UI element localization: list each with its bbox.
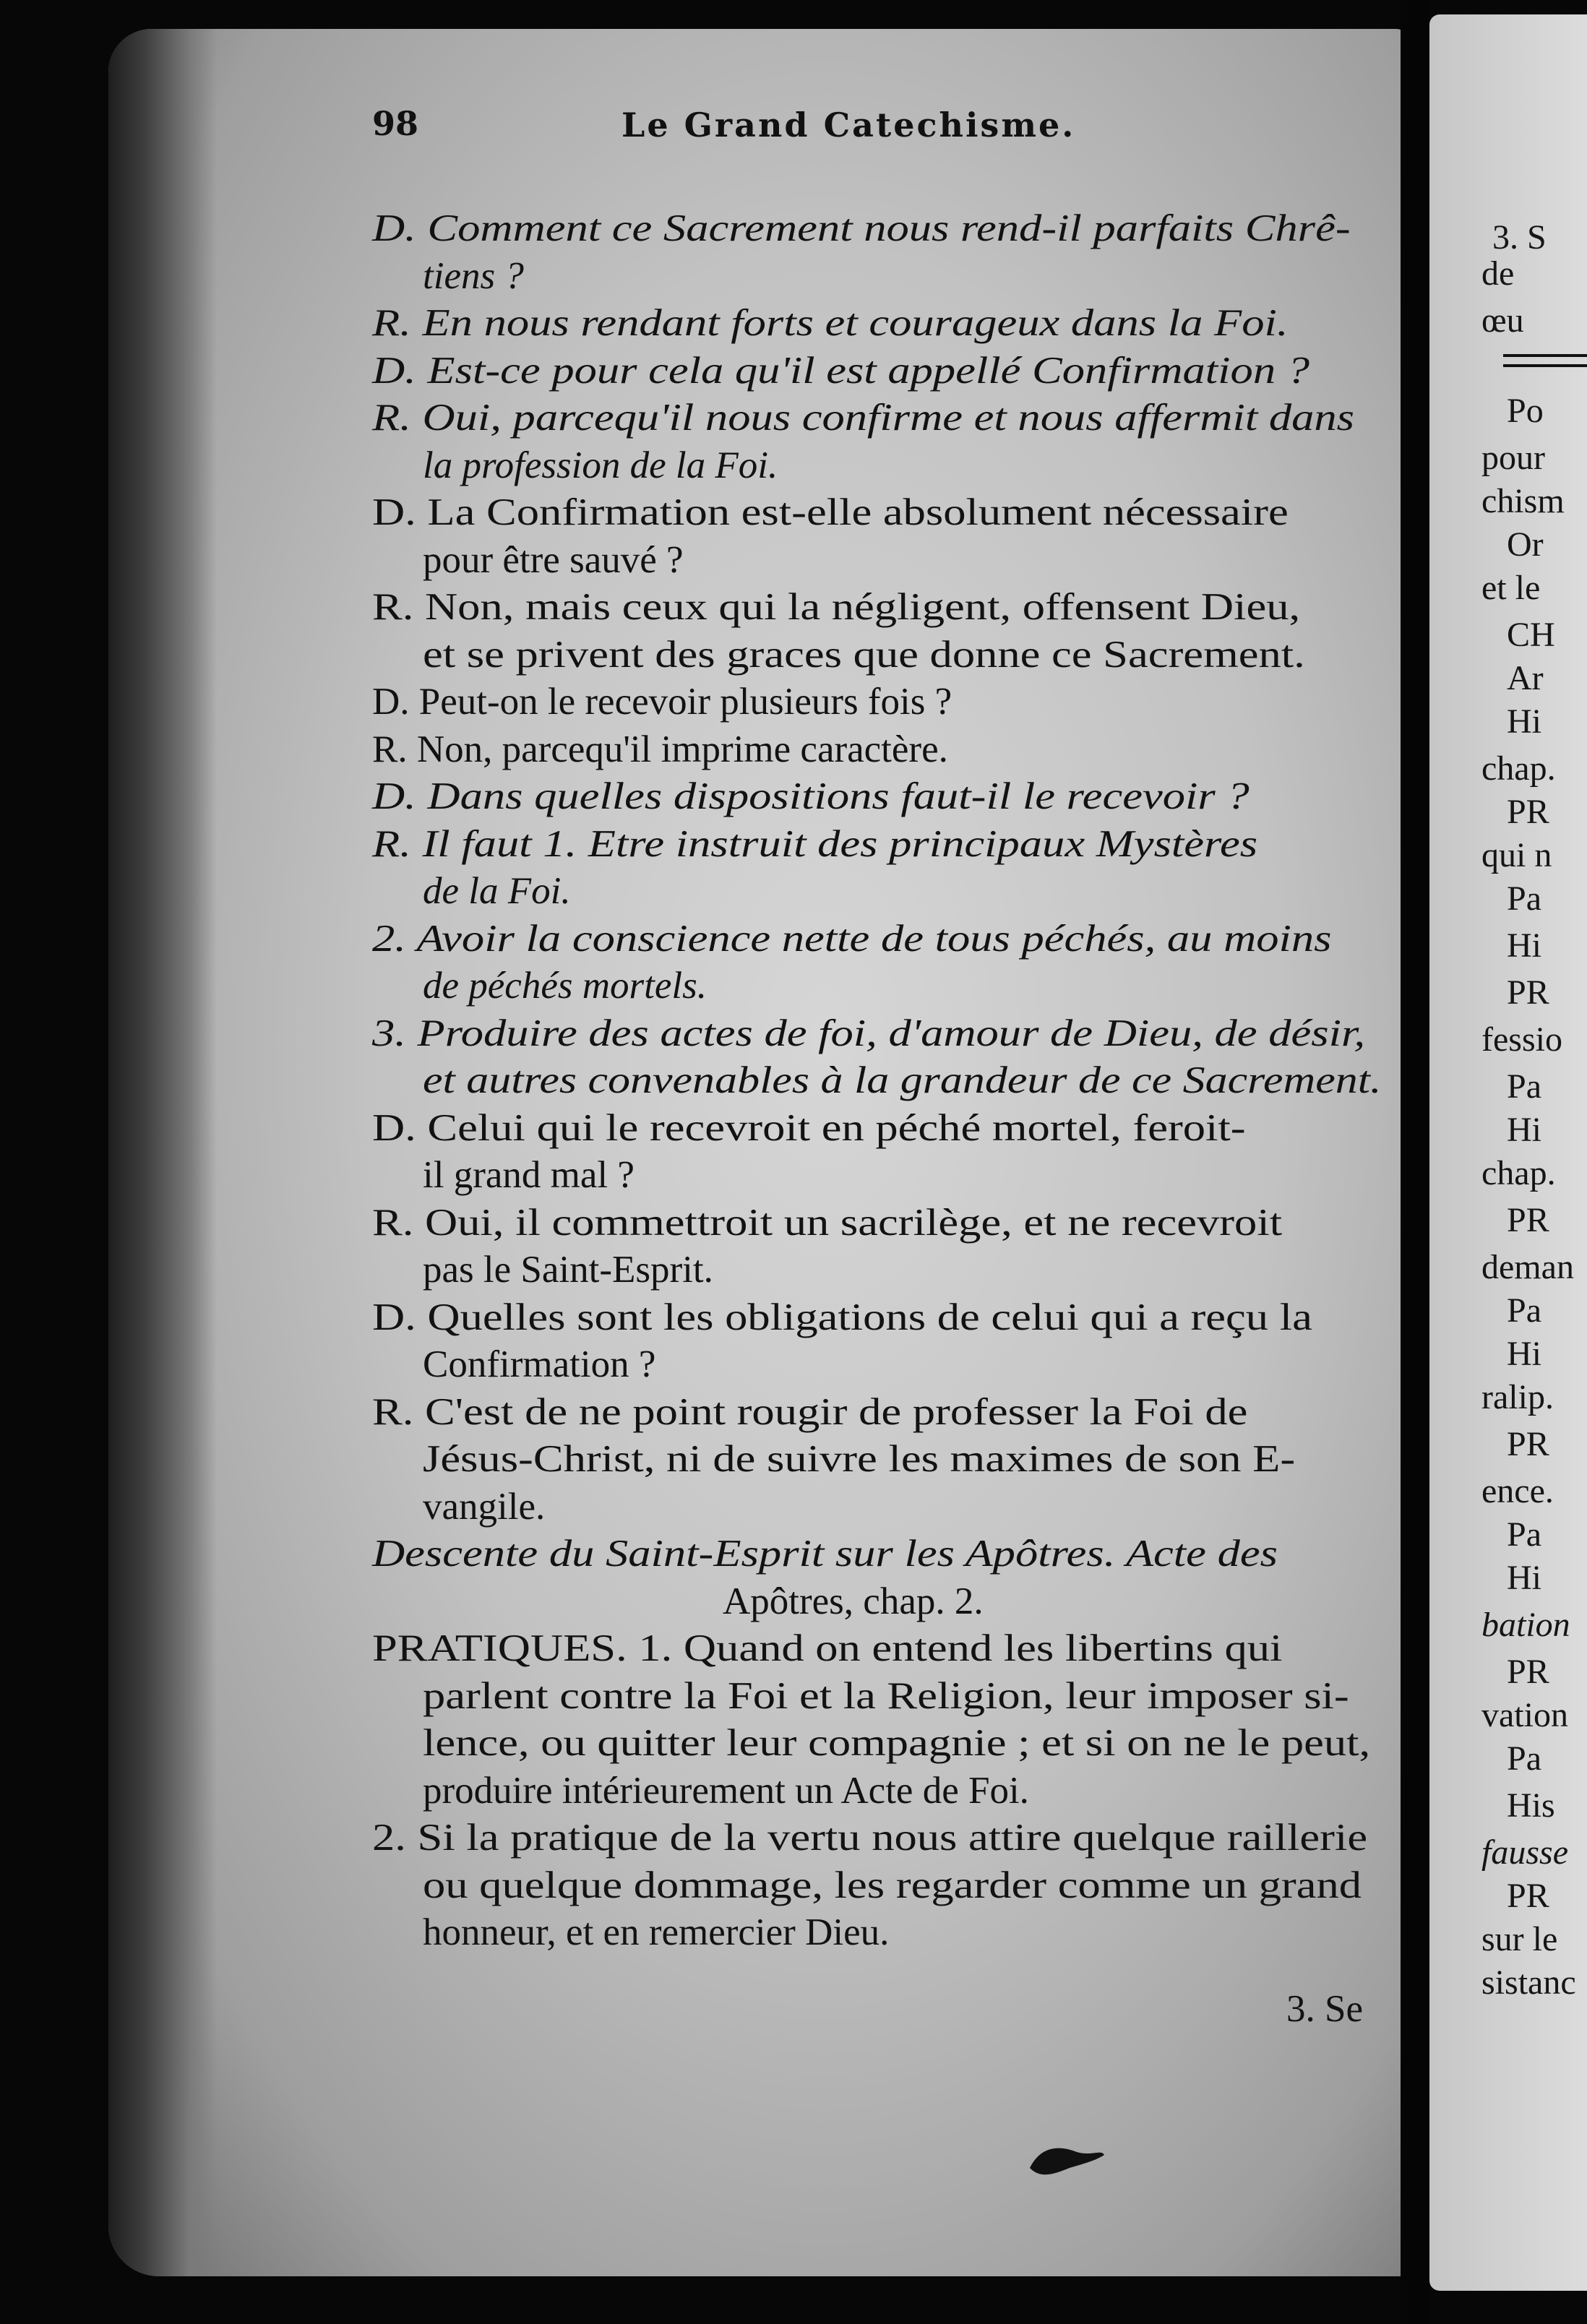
text-line: lence, ou quitter leur compagnie ; et si on ne le peut, [423, 1722, 1371, 1764]
right-text-line: His [1507, 1786, 1555, 1825]
right-text-line: sistanc [1481, 1963, 1576, 2002]
right-text-line: Pa [1507, 1291, 1541, 1330]
text-line: 2. Si la pratique de la vertu nous attire quelque raillerie [372, 1817, 1368, 1859]
right-text-line: Pa [1507, 1739, 1541, 1778]
right-text-line: PR [1507, 1425, 1549, 1463]
text-line: produire intérieurement un Acte de Foi. [423, 1769, 1029, 1812]
text-line: R. Non, parcequ'il imprime caractère. [372, 728, 948, 770]
right-text-line: 3. S [1492, 218, 1547, 257]
right-text-line: Hi [1507, 926, 1541, 965]
text-line: parlent contre la Foi et la Religion, leur imposer si- [423, 1674, 1349, 1717]
right-text-line: Pa [1507, 879, 1541, 918]
text-line: PRATIQUES. 1. Quand on entend les libertins qui [372, 1627, 1283, 1669]
right-text-line: ralip. [1481, 1378, 1554, 1416]
right-text-line: de [1481, 254, 1515, 293]
text-line: D. La Confirmation est-elle absolument nécessaire [372, 491, 1289, 533]
right-text-line: pour [1481, 439, 1545, 477]
right-text-line: Hi [1507, 1335, 1541, 1373]
text-line: tiens ? [423, 254, 524, 297]
text-line: D. Comment ce Sacrement nous rend-il parfaits Chrê- [372, 207, 1351, 249]
text-line: D. Est-ce pour cela qu'il est appellé Confirmation ? [372, 349, 1310, 392]
text-line: de péchés mortels. [423, 965, 707, 1007]
page-number: 98 [372, 104, 419, 143]
text-line: il grand mal ? [423, 1154, 635, 1196]
text-line: pour être sauvé ? [423, 538, 684, 581]
text-line: honneur, et en remercier Dieu. [423, 1911, 890, 1953]
text-line: 3. Se [1286, 1987, 1363, 2030]
text-line: Jésus-Christ, ni de suivre les maximes de son E- [423, 1438, 1296, 1480]
text-line: R. Oui, parcequ'il nous confirme et nous affermit dans [372, 397, 1355, 439]
text-line: Confirmation ? [423, 1343, 656, 1385]
right-text-line: qui n [1481, 836, 1552, 874]
right-text-line: Po [1507, 392, 1544, 430]
text-line: R. En nous rendant forts et courageux dans la Foi. [372, 302, 1289, 344]
right-text-line: PR [1507, 1201, 1549, 1239]
right-text-line: fessio [1481, 1020, 1562, 1059]
right-text-line: PR [1507, 793, 1549, 831]
text-line: 2. Avoir la conscience nette de tous péchés, au moins [372, 917, 1332, 960]
right-text-line: Hi [1507, 1111, 1541, 1149]
text-line: 3. Produire des actes de foi, d'amour de Dieu, de désir, [372, 1012, 1365, 1054]
right-text-line: et le [1481, 569, 1541, 607]
gutter-shadow [108, 29, 217, 2276]
text-line: de la Foi. [423, 870, 571, 912]
right-text-line: PR [1507, 1877, 1549, 1915]
text-line: Descente du Saint-Esprit sur les Apôtres. Acte des [372, 1533, 1278, 1575]
text-line: vangile. [423, 1485, 546, 1528]
right-text-line: Pa [1507, 1067, 1541, 1106]
right-text-line: Hi [1507, 1559, 1541, 1597]
text-line: et autres convenables à la grandeur de ce Sacrement. [423, 1059, 1382, 1101]
text-line: R. C'est de ne point rougir de professer la Foi de [372, 1390, 1248, 1433]
text-line: D. Quelles sont les obligations de celui qui a reçu la [372, 1296, 1312, 1338]
ink-blot [1026, 2139, 1106, 2182]
right-text-line: deman [1481, 1248, 1574, 1286]
right-text-line: CH [1507, 616, 1555, 654]
right-text-line: Pa [1507, 1515, 1541, 1554]
right-text-line: chap. [1481, 749, 1556, 788]
spine-fold [1401, 0, 1429, 2324]
text-line: D. Dans quelles dispositions faut-il le recevoir ? [372, 775, 1250, 817]
right-text-line: Hi [1507, 702, 1541, 741]
right-text-line: chap. [1481, 1154, 1556, 1192]
text-line: R. Non, mais ceux qui la négligent, offensent Dieu, [372, 586, 1301, 628]
right-text-line: ence. [1481, 1472, 1554, 1510]
right-text-line: fausse [1481, 1833, 1568, 1872]
right-text-line: PR [1507, 1653, 1549, 1691]
text-line: R. Oui, il commettroit un sacrilège, et ne recevroit [372, 1201, 1283, 1244]
text-line: la profession de la Foi. [423, 444, 778, 486]
text-line: ou quelque dommage, les regarder comme un grand [423, 1864, 1362, 1906]
text-line: D. Peut-on le recevoir plusieurs fois ? [372, 681, 952, 723]
right-text-line: Or [1507, 525, 1544, 564]
right-text-line: PR [1507, 973, 1549, 1012]
text-line: et se privent des graces que donne ce Sacrement. [423, 633, 1305, 676]
text-line: D. Celui qui le recevroit en péché mortel, feroit- [372, 1106, 1246, 1149]
right-text-line: bation [1481, 1606, 1570, 1644]
right-text-line: chism [1481, 482, 1565, 520]
running-title: Le Grand Catechisme. [622, 106, 1076, 145]
right-text-line: œu [1481, 301, 1524, 340]
text-line: Apôtres, chap. 2. [723, 1580, 984, 1622]
right-text-line: Ar [1507, 659, 1544, 697]
right-text-line: sur le [1481, 1920, 1558, 1958]
right-text-line: vation [1481, 1696, 1568, 1734]
text-line: pas le Saint-Esprit. [423, 1249, 713, 1291]
section-rule [1503, 354, 1587, 367]
text-line: R. Il faut 1. Etre instruit des principaux Mystères [372, 822, 1258, 865]
